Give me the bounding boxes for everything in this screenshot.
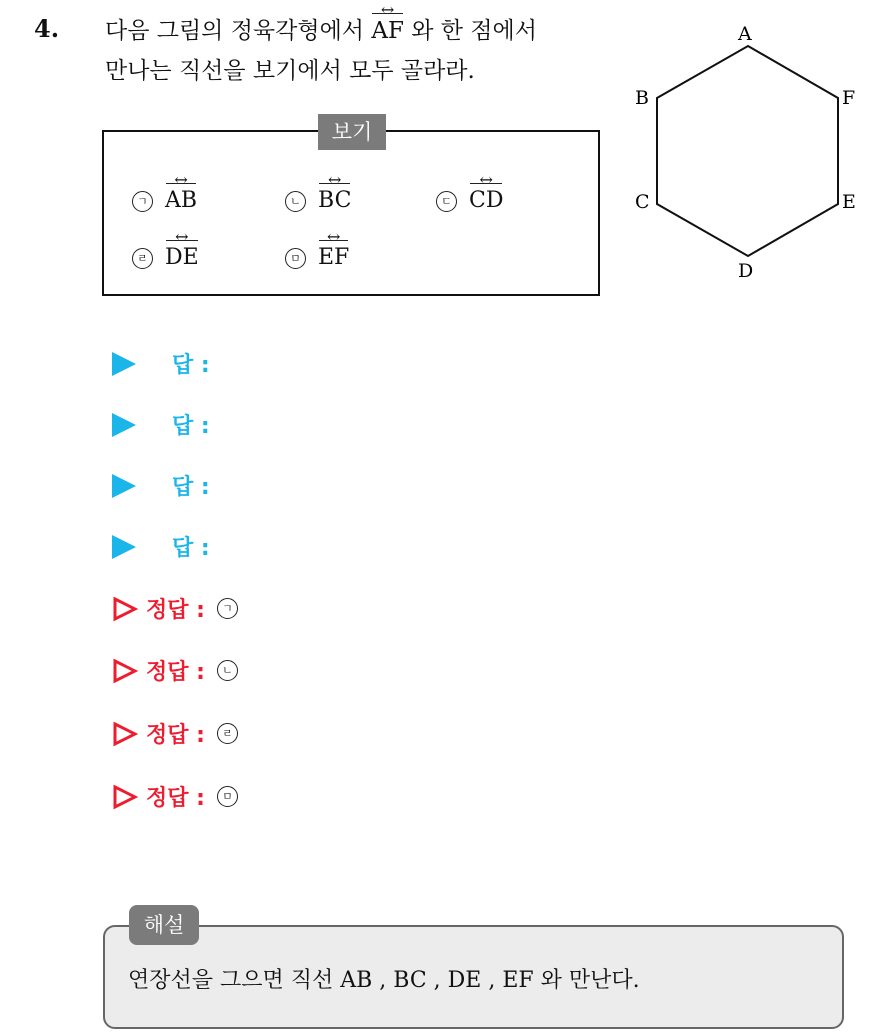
option-label: DE ↔ [165, 239, 199, 270]
option-label: EF ↔ [318, 239, 349, 270]
vertex-b-label: B [635, 87, 649, 109]
answer-label: 답 : [172, 414, 210, 439]
correct-label: 정답 : [146, 660, 205, 685]
correct-value: ㄹ [217, 723, 238, 744]
option-marker: ㄹ [132, 248, 153, 269]
bogi-option-2 [285, 182, 351, 213]
bogi-option-3 [436, 182, 503, 213]
option-marker: ㄴ [285, 191, 306, 212]
answer-label: 답 : [172, 353, 210, 378]
vertex-f-label: F [842, 87, 856, 109]
outline-triangle-icon [112, 784, 138, 810]
outline-triangle-icon [112, 721, 138, 747]
correct-row-4 [112, 781, 250, 812]
answer-label: 답 : [172, 536, 210, 561]
bogi-box [102, 130, 600, 296]
correct-label: 정답 : [146, 723, 205, 748]
question-text-after: 와 한 점에서 [411, 18, 537, 44]
correct-value: ㄱ [217, 598, 238, 619]
answer-row-3[interactable] [112, 470, 210, 501]
correct-value: ㄴ [217, 660, 238, 681]
question-number: 4. [34, 14, 60, 43]
bogi-title: 보기 [318, 114, 386, 150]
option-marker: ㅁ [285, 248, 306, 269]
play-triangle-icon [112, 413, 136, 437]
vertex-a-label: A [738, 23, 752, 45]
answer-label: 답 : [172, 475, 210, 500]
correct-row-3 [112, 718, 250, 749]
outline-triangle-icon [112, 596, 138, 622]
vertex-e-label: E [842, 191, 856, 213]
question-line-1 [105, 12, 537, 45]
option-marker: ㄷ [436, 191, 457, 212]
question-line-2: 만나는 직선을 보기에서 모두 골라라. [105, 58, 475, 84]
vertex-c-label: C [635, 191, 650, 213]
correct-value: ㅁ [217, 786, 238, 807]
correct-label: 정답 : [146, 598, 205, 623]
solution-title: 해설 [129, 905, 199, 945]
vertex-d-label: D [738, 260, 754, 282]
hexagon-figure [620, 18, 870, 288]
correct-label: 정답 : [146, 786, 205, 811]
play-triangle-icon [112, 474, 136, 498]
bogi-option-1 [132, 182, 197, 213]
option-label: BC ↔ [318, 182, 351, 213]
hexagon-shape [657, 46, 838, 256]
play-triangle-icon [112, 535, 136, 559]
correct-row-1 [112, 593, 250, 624]
option-label: CD ↔ [469, 182, 503, 213]
solution-text: 연장선을 그으면 직선 AB , BC , DE , EF 와 만난다. [128, 968, 640, 993]
answer-row-1[interactable] [112, 348, 210, 379]
bogi-option-4 [132, 239, 199, 270]
line-segment-af: AF ↔ [371, 12, 404, 44]
option-label: AB ↔ [165, 182, 197, 213]
outline-triangle-icon [112, 658, 138, 684]
play-triangle-icon [112, 352, 136, 376]
answer-row-2[interactable] [112, 409, 210, 440]
correct-row-2 [112, 655, 250, 686]
option-marker: ㄱ [132, 191, 153, 212]
answer-row-4[interactable] [112, 531, 210, 562]
question-text-before: 다음 그림의 정육각형에서 [105, 18, 365, 44]
bogi-option-5 [285, 239, 349, 270]
